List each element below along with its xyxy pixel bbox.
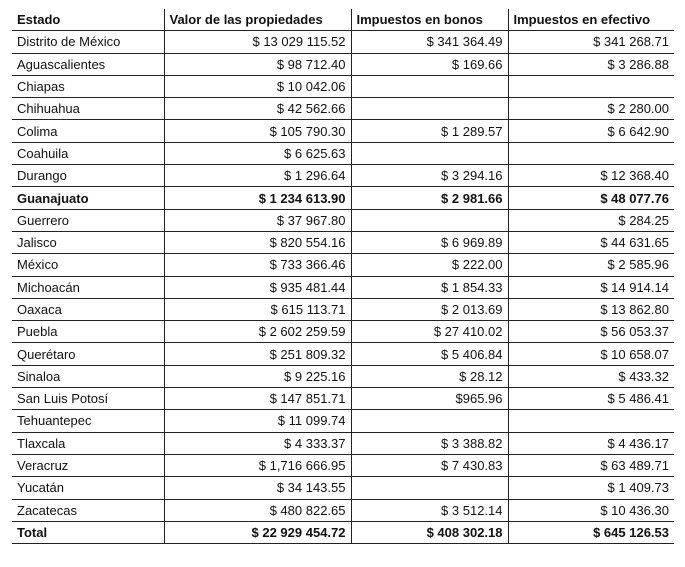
table-row (12, 31, 674, 53)
total-label: Total (12, 521, 164, 543)
cell-estado: Veracruz (12, 454, 164, 476)
cell-valor: $ 615 113.71 (164, 298, 351, 320)
cell-efectivo: $ 1 409.73 (508, 477, 674, 499)
cell-bonos: $965.96 (351, 388, 508, 410)
cell-estado: Colima (12, 120, 164, 142)
cell-estado: Durango (12, 165, 164, 187)
header-bonos: Impuestos en bonos (351, 9, 508, 31)
cell-efectivo: $ 4 436.17 (508, 432, 674, 454)
table-row (12, 120, 674, 142)
table-row (12, 165, 674, 187)
total-efectivo: $ 645 126.53 (508, 521, 674, 543)
cell-efectivo: $ 13 862.80 (508, 298, 674, 320)
table-row (12, 321, 674, 343)
cell-valor: $ 2 602 259.59 (164, 321, 351, 343)
table-row (12, 254, 674, 276)
cell-efectivo: $ 63 489.71 (508, 454, 674, 476)
cell-bonos: $ 2 013.69 (351, 298, 508, 320)
cell-valor: $ 733 366.46 (164, 254, 351, 276)
cell-valor: $ 42 562.66 (164, 98, 351, 120)
cell-bonos: $ 169.66 (351, 53, 508, 75)
table-row (12, 432, 674, 454)
cell-estado: Zacatecas (12, 499, 164, 521)
cell-bonos: $ 1 289.57 (351, 120, 508, 142)
cell-bonos: $ 341 364.49 (351, 31, 508, 53)
header-valor: Valor de las propiedades (164, 9, 351, 31)
cell-estado: Coahuila (12, 142, 164, 164)
table-row (12, 298, 674, 320)
header-efectivo: Impuestos en efectivo (508, 9, 674, 31)
cell-estado: Yucatán (12, 477, 164, 499)
cell-bonos: $ 3 512.14 (351, 499, 508, 521)
table-row (12, 477, 674, 499)
cell-valor: $ 1,716 666.95 (164, 454, 351, 476)
cell-efectivo: $ 284.25 (508, 209, 674, 231)
cell-valor: $ 820 554.16 (164, 231, 351, 253)
cell-efectivo: $ 2 280.00 (508, 98, 674, 120)
cell-bonos: $ 27 410.02 (351, 321, 508, 343)
cell-valor: $ 1 296.64 (164, 165, 351, 187)
cell-estado: Puebla (12, 321, 164, 343)
cell-efectivo: $ 5 486.41 (508, 388, 674, 410)
table-row (12, 499, 674, 521)
cell-efectivo: $ 56 053.37 (508, 321, 674, 343)
cell-bonos: $ 5 406.84 (351, 343, 508, 365)
cell-estado: Distrito de México (12, 31, 164, 53)
cell-estado: Jalisco (12, 231, 164, 253)
cell-estado: Aguascalientes (12, 53, 164, 75)
table-row (12, 231, 674, 253)
table-row (12, 209, 674, 231)
table-row (12, 53, 674, 75)
cell-bonos: $ 3 388.82 (351, 432, 508, 454)
cell-bonos: $ 6 969.89 (351, 231, 508, 253)
cell-bonos (351, 75, 508, 97)
cell-efectivo: $ 10 658.07 (508, 343, 674, 365)
cell-efectivo: $ 341 268.71 (508, 31, 674, 53)
cell-efectivo: $ 12 368.40 (508, 165, 674, 187)
cell-bonos: $ 3 294.16 (351, 165, 508, 187)
table-row (12, 187, 674, 209)
cell-efectivo: $ 2 585.96 (508, 254, 674, 276)
cell-efectivo (508, 75, 674, 97)
cell-bonos (351, 209, 508, 231)
cell-estado: San Luis Potosí (12, 388, 164, 410)
cell-bonos: $ 1 854.33 (351, 276, 508, 298)
cell-bonos: $ 28.12 (351, 365, 508, 387)
cell-valor: $ 251 809.32 (164, 343, 351, 365)
cell-estado: Guerrero (12, 209, 164, 231)
cell-estado: México (12, 254, 164, 276)
table-row (12, 454, 674, 476)
cell-estado: Sinaloa (12, 365, 164, 387)
table-row (12, 142, 674, 164)
total-valor: $ 22 929 454.72 (164, 521, 351, 543)
cell-valor: $ 6 625.63 (164, 142, 351, 164)
cell-efectivo (508, 410, 674, 432)
cell-valor: $ 147 851.71 (164, 388, 351, 410)
cell-estado: Querétaro (12, 343, 164, 365)
cell-bonos (351, 142, 508, 164)
tax-table (12, 9, 674, 544)
cell-efectivo (508, 142, 674, 164)
cell-efectivo: $ 14 914.14 (508, 276, 674, 298)
cell-bonos (351, 410, 508, 432)
cell-efectivo: $ 10 436.30 (508, 499, 674, 521)
cell-efectivo: $ 433.32 (508, 365, 674, 387)
table-row (12, 365, 674, 387)
total-bonos: $ 408 302.18 (351, 521, 508, 543)
cell-bonos: $ 2 981.66 (351, 187, 508, 209)
cell-valor: $ 37 967.80 (164, 209, 351, 231)
cell-estado: Michoacán (12, 276, 164, 298)
cell-estado: Chihuahua (12, 98, 164, 120)
cell-bonos: $ 222.00 (351, 254, 508, 276)
cell-estado: Oaxaca (12, 298, 164, 320)
cell-valor: $ 13 029 115.52 (164, 31, 351, 53)
cell-efectivo: $ 6 642.90 (508, 120, 674, 142)
cell-estado: Tlaxcala (12, 432, 164, 454)
cell-estado: Tehuantepec (12, 410, 164, 432)
cell-valor: $ 1 234 613.90 (164, 187, 351, 209)
cell-valor: $ 480 822.65 (164, 499, 351, 521)
cell-efectivo: $ 3 286.88 (508, 53, 674, 75)
table-row (12, 98, 674, 120)
cell-valor: $ 105 790.30 (164, 120, 351, 142)
table-row (12, 388, 674, 410)
cell-valor: $ 34 143.55 (164, 477, 351, 499)
cell-estado: Guanajuato (12, 187, 164, 209)
cell-estado: Chiapas (12, 75, 164, 97)
header-estado: Estado (12, 9, 164, 31)
total-row (12, 521, 674, 543)
cell-valor: $ 935 481.44 (164, 276, 351, 298)
cell-valor: $ 10 042.06 (164, 75, 351, 97)
cell-valor: $ 9 225.16 (164, 365, 351, 387)
cell-valor: $ 98 712.40 (164, 53, 351, 75)
table-row (12, 410, 674, 432)
cell-valor: $ 4 333.37 (164, 432, 351, 454)
table-row (12, 343, 674, 365)
cell-bonos (351, 477, 508, 499)
cell-bonos (351, 98, 508, 120)
table-body (12, 31, 674, 522)
header-row (12, 9, 674, 31)
cell-efectivo: $ 44 631.65 (508, 231, 674, 253)
table-row (12, 75, 674, 97)
cell-valor: $ 11 099.74 (164, 410, 351, 432)
cell-bonos: $ 7 430.83 (351, 454, 508, 476)
table-row (12, 276, 674, 298)
cell-efectivo: $ 48 077.76 (508, 187, 674, 209)
